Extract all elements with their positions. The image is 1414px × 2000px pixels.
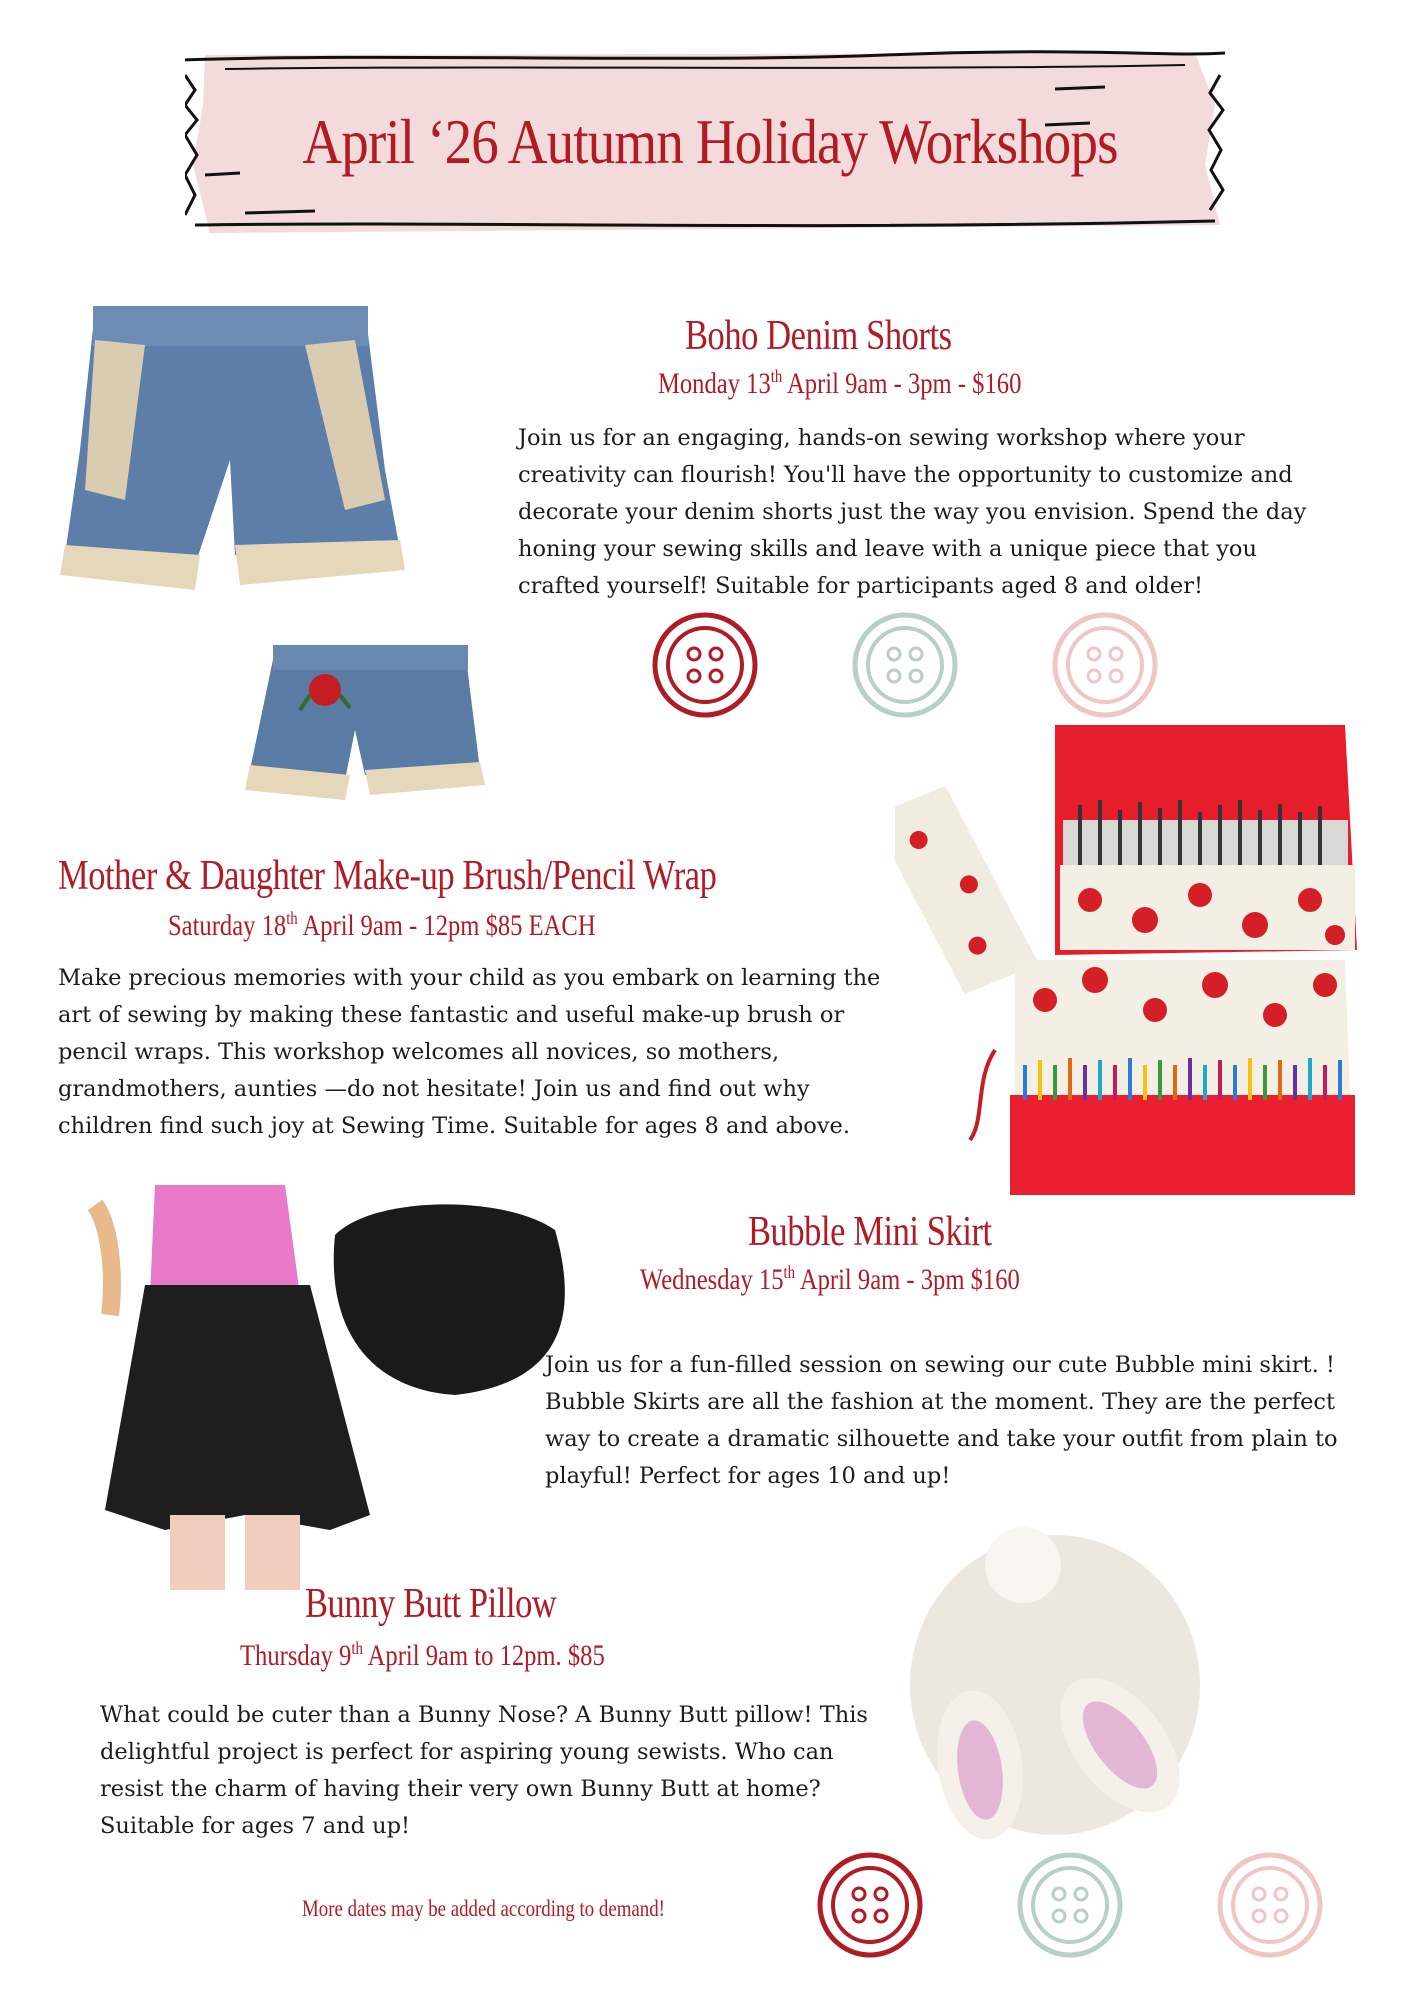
workshop-title: Mother & Daughter Make-up Brush/Pencil Wrap — [58, 853, 717, 899]
button-icon — [815, 1850, 925, 1960]
workshop-date: Saturday 18th April 9am - 12pm $85 EACH — [168, 908, 596, 942]
workshop-title: Bunny Butt Pillow — [305, 1581, 557, 1627]
page-title: April ‘26 Autumn Holiday Workshops — [302, 106, 1118, 177]
button-icon — [1215, 1850, 1325, 1960]
bunny-pillow-photo — [905, 1520, 1215, 1855]
button-icon — [1015, 1850, 1125, 1960]
workshop-description: What could be cuter than a Bunny Nose? A Bunny Butt pillow! This delightful project is perfect for aspiring young sewists. Who can resist the charm of having their very own Bunny Butt at home? Suitable for ages 7 and up! — [100, 1702, 868, 1839]
button-icon — [1050, 610, 1160, 720]
workshop-description: Join us for an engaging, hands-on sewing workshop where your creativity can flourish! You'll have the opportunity to customize and decorate your denim shorts just the way you envision. Spend the day honing your sewing skills and leave with a unique piece that you crafted yourself! Suitable for participants aged 8 and older! — [518, 425, 1307, 599]
workshop-date: Wednesday 15th April 9am - 3pm $160 — [640, 1262, 1020, 1296]
workshop-title: Bubble Mini Skirt — [748, 1209, 992, 1255]
workshop-description: Join us for a fun-filled session on sewing our cute Bubble mini skirt. ! Bubble Skirts are all the fashion at the moment. They are the perfect way to create a dramatic silhouette and take your outfit from plain to playful! Perfect for ages 10 and up! — [545, 1352, 1338, 1489]
bubble-skirt-photo — [85, 1185, 585, 1590]
footer-note: More dates may be added according to demand! — [302, 1896, 665, 1921]
workshop-date: Monday 13th April 9am - 3pm - $160 — [658, 366, 1022, 400]
brush-wrap-photo — [895, 720, 1365, 1200]
button-icon — [650, 610, 760, 720]
button-icon — [850, 610, 960, 720]
workshop-description: Make precious memories with your child as you embark on learning the art of sewing by making these fantastic and useful make-up brush or pencil wraps. This workshop welcomes all novices, so mothers, grandmothers, aunties —do not hesitate! Join us and find out why children find such joy at Sewing Time. Suitable for ages 8 and above. — [58, 965, 881, 1139]
workshop-title: Boho Denim Shorts — [685, 313, 952, 359]
denim-shorts-photo — [55, 300, 525, 820]
workshop-date: Thursday 9th April 9am to 12pm. $85 — [240, 1638, 605, 1672]
